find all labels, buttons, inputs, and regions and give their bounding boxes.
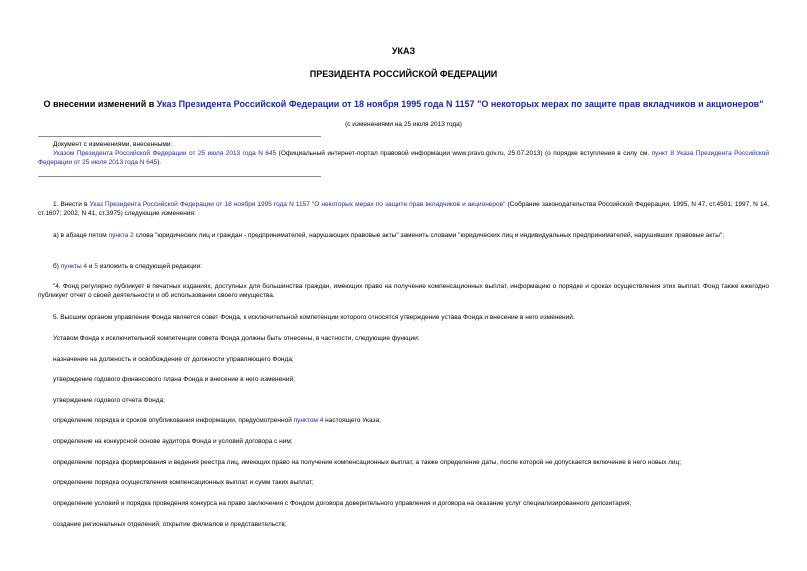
title-prefix: О внесении изменений в bbox=[43, 99, 157, 109]
paragraph-a bbox=[38, 231, 769, 240]
pb-start: б) bbox=[53, 263, 61, 270]
title-decree-link[interactable]: Указ Президента Российской Федерации от 18 ноября 1995 года N 1157 "О некоторых мерах по защите прав вкладчиков и акционеров" bbox=[156, 99, 764, 109]
function-financial-plan: утверждение годового финансового плана Фонда и внесение в него изменений; bbox=[53, 376, 295, 383]
point-5-link[interactable]: 5 bbox=[94, 263, 98, 270]
p10-end: настоящего Указа; bbox=[323, 417, 381, 424]
point-2-link[interactable]: пункта 2 bbox=[108, 232, 134, 239]
function-branches: создание региональных отделений, открытие филиалов и представительств; bbox=[53, 521, 287, 528]
changes-note-text bbox=[38, 149, 769, 167]
paragraph-charter: Уставом Фонда к исключительной компетенции совета Фонда должны быть отнесены, в частности, следующие функции: bbox=[53, 335, 420, 342]
function-annual-report: утверждение годового отчета Фонда; bbox=[53, 397, 165, 404]
revision-subtitle: (с изменениями на 25 июля 2013 года) bbox=[345, 121, 462, 128]
function-registry: определение порядка формирования и ведения реестра лиц, имеющих право на получение компенсационных выплат, а также определение даты, после которой не допускается включение в него новых лиц; bbox=[53, 459, 682, 466]
paragraph-1 bbox=[38, 200, 769, 218]
p10-start: определение порядка и сроков опубликования информации, предусмотренной bbox=[53, 417, 294, 424]
function-auditor: определение на конкурсной основе аудитора Фонда и условий договора с ним; bbox=[53, 438, 293, 445]
paragraph-4-quote: "4. Фонд регулярно публикует в печатных изданиях, доступных для большинства граждан, имеющих право на получение компенсационных выплат, информацию о порядке и сроках осуществления этих выплат. Фонд также ежегодно публикует отчет о своей деятельности и об использовании своего имущества. bbox=[38, 283, 769, 299]
point-4-ref-link[interactable]: пунктом 4 bbox=[293, 417, 324, 424]
changes-note-end: ). bbox=[157, 159, 162, 166]
pb-mid: и bbox=[87, 263, 95, 270]
p1-end: (Собрание законодательства Российской Федерации, 1995, N 47, ст.4501; 1997, N 14, ст.1607; 2002, N 41, ст.3975) следующие изменения: bbox=[38, 201, 769, 217]
function-tender: определение условий и порядка проведения конкурса на право заключения с Фондом договора доверительного управления и договора на оказание услуг специализированного депозитария; bbox=[53, 500, 632, 507]
function-payments: определение порядка осуществления компенсационных выплат и сумм таких выплат; bbox=[53, 479, 314, 486]
paragraph-b bbox=[38, 262, 769, 271]
issuer-heading: ПРЕЗИДЕНТА РОССИЙСКОЙ ФЕДЕРАЦИИ bbox=[309, 69, 498, 79]
bottom-divider bbox=[38, 176, 321, 177]
paragraph-5: 5. Высшим органом управления Фонда является совет Фонда, к исключительной компетенции которого относятся утверждение устава Фонда и внесение в него изменений. bbox=[53, 314, 575, 321]
decree-heading: УКАЗ bbox=[391, 46, 416, 56]
pa-end: слова "юридических лиц и граждан - предпринимателей, нарушающих правовые акты" заменить словами "юридических лиц и индивидуальных предпринимателей, нарушивших правовые акты"; bbox=[133, 232, 725, 239]
changes-note-body: (Официальный интернет-портал правовой информации www.pravo.gov.ru, 25.07.2013) (о порядке вступления в силу см. bbox=[276, 150, 652, 157]
amending-decree-link[interactable]: Указом Президента Российской Федерации от 25 июля 2013 года N 645 bbox=[53, 150, 277, 157]
function-publication bbox=[38, 416, 769, 425]
entry-into-force-link[interactable]: пункт 8 Указа Президента Российской Федерации от 25 июля 2013 года N 645 bbox=[38, 150, 770, 166]
p1-decree-link[interactable]: Указ Президента Российской Федерации от 18 ноября 1995 года N 1157 "О некоторых мерах по защите прав вкладчиков и акционеров" bbox=[89, 201, 506, 208]
p1-start: 1. Внести в bbox=[53, 201, 90, 208]
document-title bbox=[0, 99, 807, 109]
pb-end: изложить в следующей редакции: bbox=[97, 263, 202, 270]
changes-note-heading: Документ с изменениями, внесенными: bbox=[53, 141, 173, 148]
pa-start: а) в абзаце пятом bbox=[53, 232, 109, 239]
points-4-link[interactable]: пункты 4 bbox=[60, 263, 88, 270]
top-divider bbox=[38, 136, 321, 137]
function-appointment: назначение на должность и освобождение от должности управляющего Фонда; bbox=[53, 356, 294, 363]
